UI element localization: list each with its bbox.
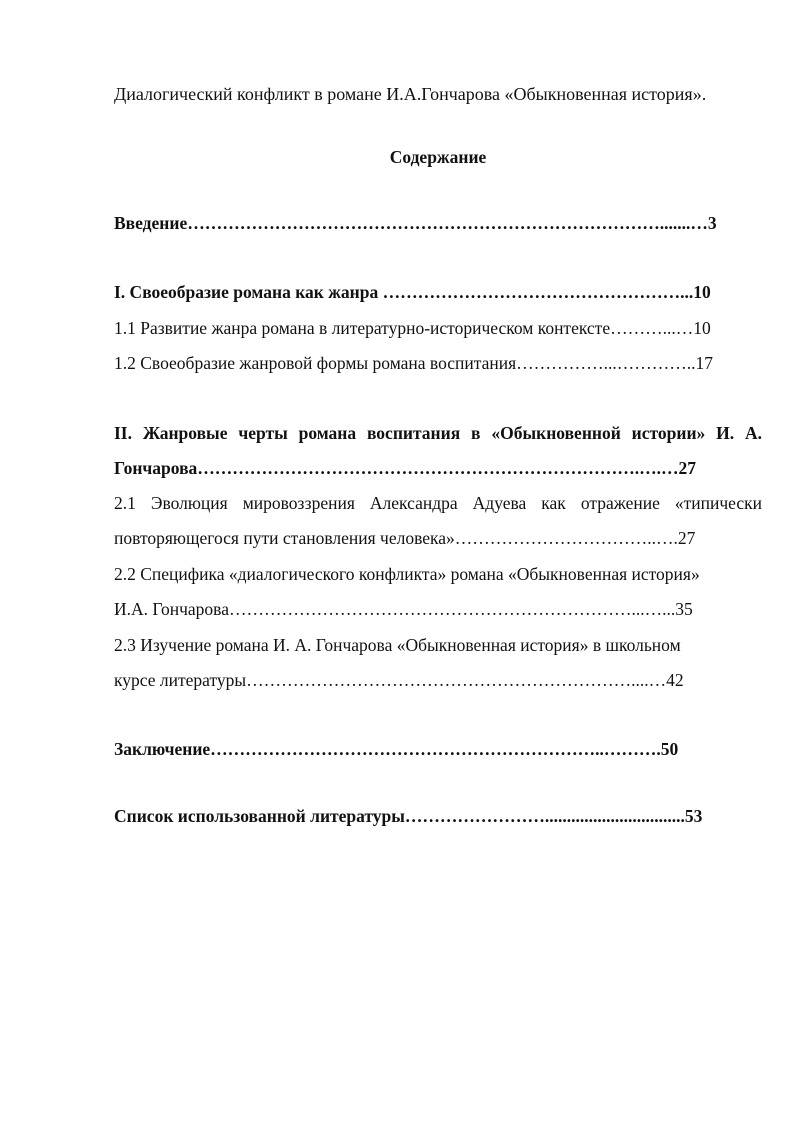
toc-entry-section-2-3-line2: курсе литературы…………………………………………………………....…42 — [114, 670, 684, 690]
toc-entry-chapter-2-line2: Гончарова………………………………………………………………….….…27 — [114, 458, 697, 478]
document-title: Диалогический конфликт в романе И.А.Гончарова «Обыкновенная история». — [114, 84, 707, 104]
toc-entry-section-1-2: 1.2 Своеобразие жанровой формы романа воспитания……………...…………..17 — [114, 353, 714, 373]
toc-entry-bibliography: Список использованной литературы……………………................................53 — [114, 806, 703, 826]
toc-heading: Содержание — [389, 147, 487, 167]
toc-entry-section-2-2-line2: И.А. Гончарова……………………………………………………………...…...35 — [114, 599, 693, 619]
toc-entry-section-1-1: 1.1 Развитие жанра романа в литературно-историческом контексте………...…10 — [114, 318, 711, 338]
toc-entry-conclusion: Заключение…………………………………………………………..……….50 — [114, 739, 679, 759]
toc-entry-section-2-2-line1: 2.2 Специфика «диалогического конфликта» романа «Обыкновенная история» — [114, 564, 700, 584]
toc-entry-section-2-1-line2: повторяющегося пути становления человека»……………………………..….27 — [114, 528, 696, 548]
toc-entry-introduction: Введение……………………………………………………………………….......…3 — [114, 213, 717, 233]
toc-entry-section-2-3-line1: 2.3 Изучение романа И. А. Гончарова «Обыкновенная история» в школьном — [114, 635, 681, 655]
toc-entry-chapter-1: I. Своеобразие романа как жанра ……………………………………………...10 — [114, 282, 711, 302]
toc-entry-section-2-1-line1: 2.1 Эволюция мировоззрения Александра Адуева как отражение «типически — [114, 493, 762, 513]
toc-entry-chapter-2-line1: II. Жанровые черты романа воспитания в «Обыкновенной истории» И. А. — [114, 423, 762, 443]
